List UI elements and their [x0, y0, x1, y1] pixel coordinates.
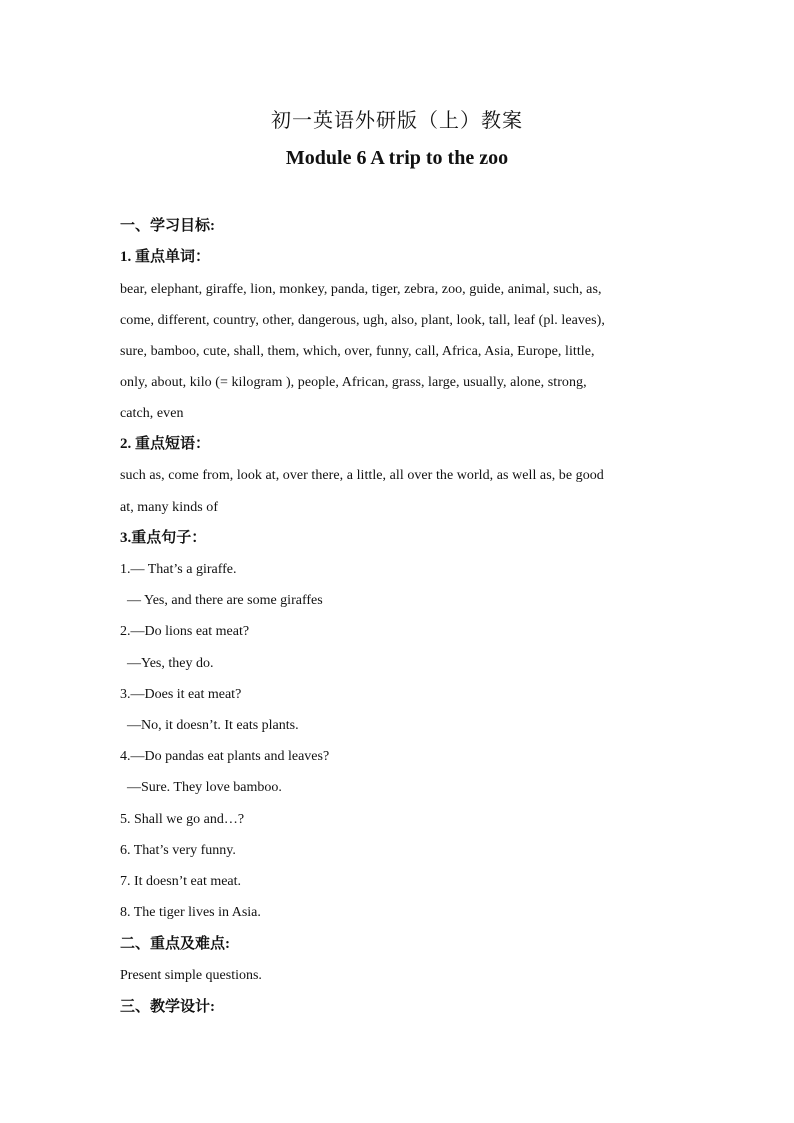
module-title: Module 6 A trip to the zoo — [285, 147, 509, 169]
words-heading: 1. 重点单词： — [120, 249, 211, 265]
sentences-heading: 3.重点句子： — [120, 530, 207, 546]
words-line: only, about, kilo (= kilogram ), people, African, grass, large, usually, alone, strong, — [120, 375, 587, 390]
words-line: come, different, country, other, dangerous, ugh, also, plant, look, tall, leaf (pl. leaves), — [120, 313, 605, 328]
section-heading-difficulties: 二、重点及难点: — [120, 936, 230, 952]
sentence-item: 5. Shall we go and…? — [120, 812, 245, 827]
document-title: 初一英语外研版（上）教案 — [271, 110, 523, 132]
sentence-item: 8. The tiger lives in Asia. — [120, 905, 261, 920]
sentence-item: 4.—Do pandas eat plants and leaves? — [120, 749, 330, 764]
phrases-heading: 2. 重点短语： — [120, 436, 211, 452]
sentence-item: 1.— That’s a giraffe. — [120, 562, 237, 577]
sentence-item: — Yes, and there are some giraffes — [127, 593, 323, 608]
sentence-item: —No, it doesn’t. It eats plants. — [127, 718, 299, 733]
difficulties-content: Present simple questions. — [120, 968, 262, 983]
sentence-item: 2.—Do lions eat meat? — [120, 624, 250, 639]
words-line: catch, even — [120, 406, 184, 421]
sentence-item: 3.—Does it eat meat? — [120, 687, 242, 702]
sentence-item: —Sure. They love bamboo. — [127, 780, 282, 795]
sentence-item: —Yes, they do. — [127, 656, 214, 671]
section-heading-goals: 一、学习目标: — [120, 218, 215, 234]
sentence-item: 7. It doesn’t eat meat. — [120, 874, 242, 889]
section-heading-teaching-design: 三、教学设计: — [120, 999, 215, 1015]
phrases-line: at, many kinds of — [120, 500, 219, 515]
sentence-item: 6. That’s very funny. — [120, 843, 236, 858]
words-line: bear, elephant, giraffe, lion, monkey, panda, tiger, zebra, zoo, guide, animal, such, as, — [120, 282, 602, 297]
phrases-line: such as, come from, look at, over there, a little, all over the world, as well as, be good — [120, 468, 604, 483]
words-line: sure, bamboo, cute, shall, them, which, over, funny, call, Africa, Asia, Europe, little, — [120, 344, 595, 359]
